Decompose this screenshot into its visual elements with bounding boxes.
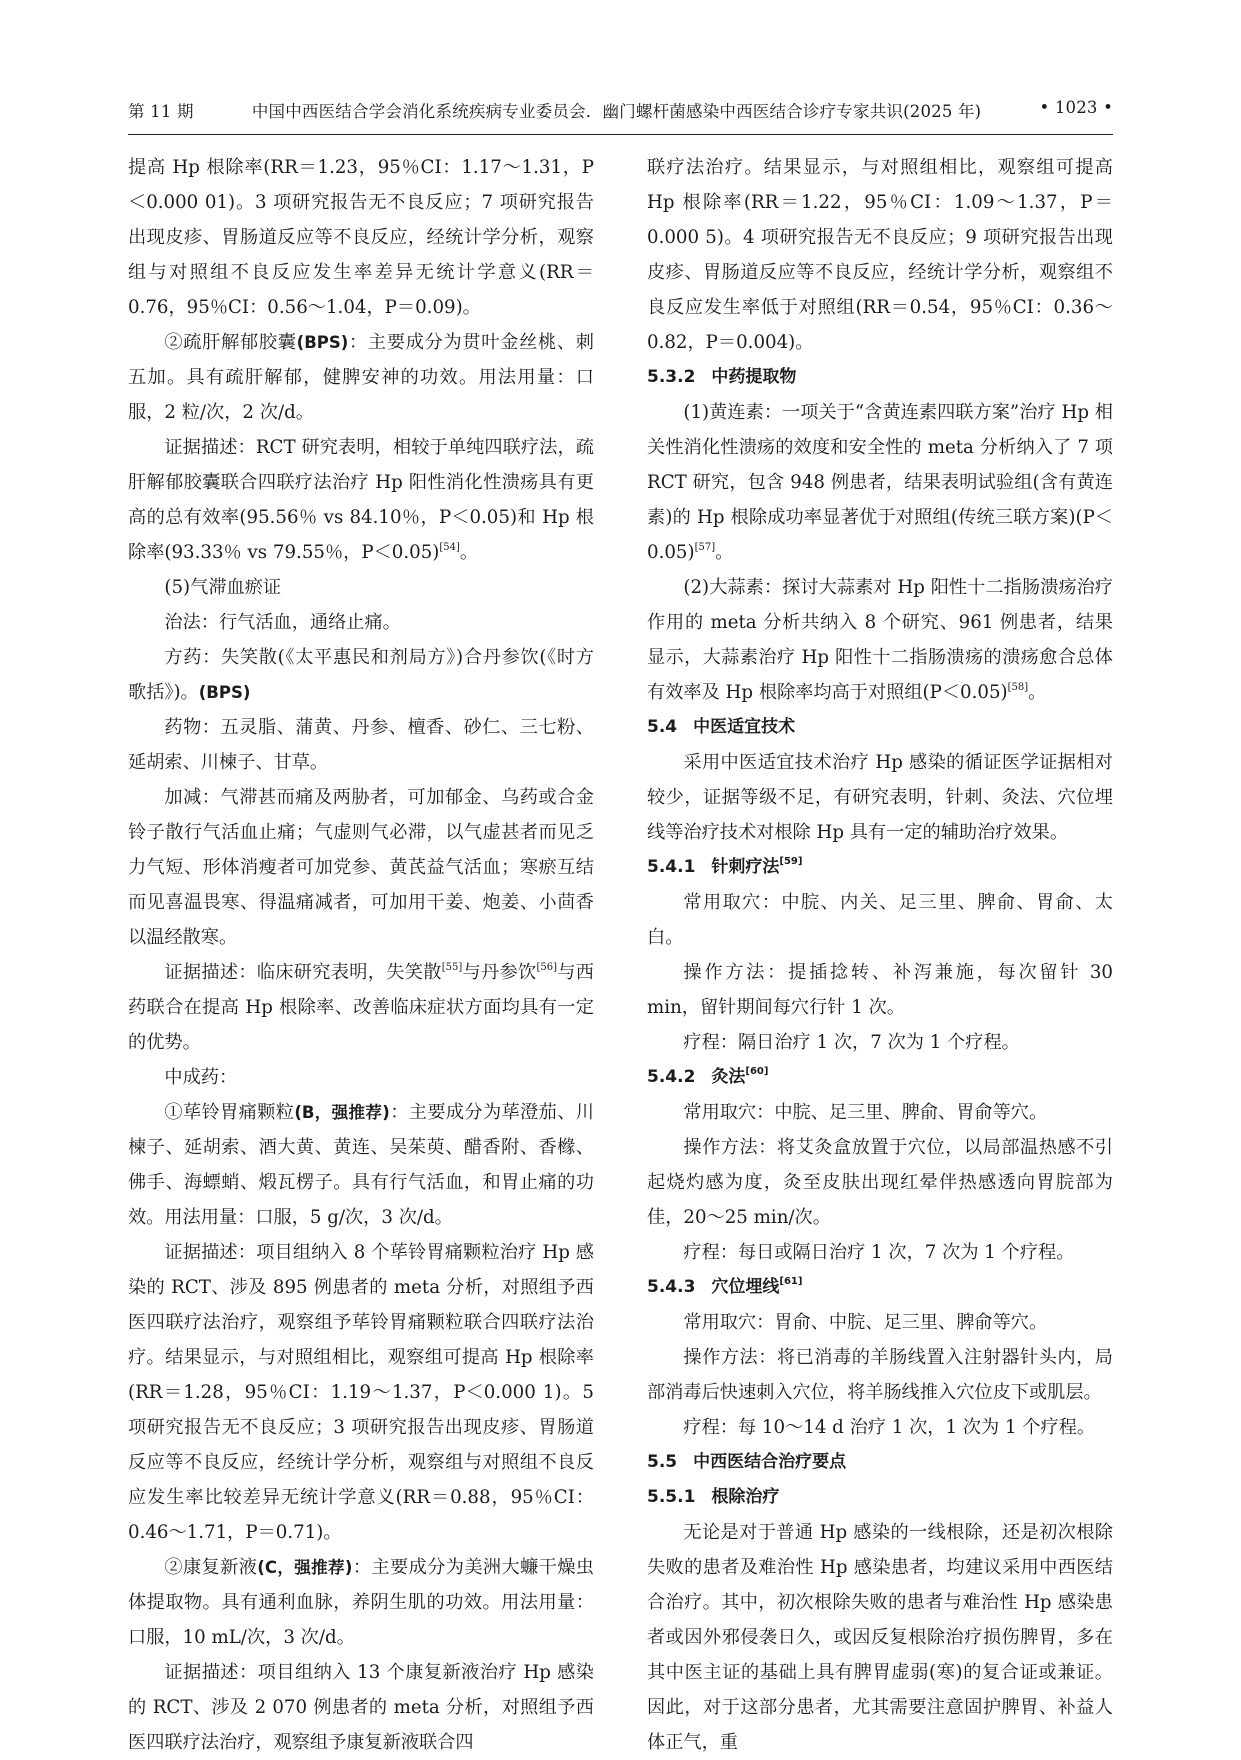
paragraph: 无论是对于普通 Hp 感染的一线根除，还是初次根除失败的患者及难治性 Hp 感染患者，均建议采用中西医结合治疗。其中，初次根除失败的患者与难治性 Hp 感染患者或因外邪侵袭日久，或因反复根除治疗损伤脾胃，多在其中医主证的基础上具有脾胃虚弱(寒)的复合证或兼证。因此，对于这部分患者，尤其需要注意固护脾胃、补益人体正气，重 [647,1522,1113,1753]
citation: [59] [779,856,803,867]
paragraph: 操作方法：提插捻转、补泻兼施，每次留针 30 min，留针期间每穴行针 1 次。 [647,962,1113,1018]
running-header [128,98,1113,122]
paragraph: 加减：气滞甚而痛及两胁者，可加郁金、乌药或合金铃子散行气活血止痛；气虚则气必滞，以气虚甚者而见乏力气短、形体消瘦者可加党参、黄芪益气活血；寒瘀互结而见喜温畏寒、得温痛减者，可加用干姜、炮姜、小茴香以温经散寒。 [128,787,594,948]
right-column [647,150,1113,1760]
evidence-grade: (BPS) [296,333,349,352]
paragraph: 证据描述：项目组纳入 13 个康复新液治疗 Hp 感染的 RCT、涉及 2 070 例患者的 meta 分析，对照组予西医四联疗法治疗，观察组予康复新液联合四 [128,1662,594,1753]
paragraph: ②疏肝解郁胶囊(BPS)：主要成分为贯叶金丝桃、刺五加。具有疏肝解郁，健脾安神的功效。用法用量：口服，2 粒/次，2 次/d。 [128,332,594,423]
paragraph: 操作方法：将已消毒的羊肠线置入注射器针头内，局部消毒后快速刺入穴位，将羊肠线推入穴位皮下或肌层。 [647,1347,1113,1403]
citation: [61] [779,1276,803,1287]
citation: [58] [1007,682,1029,693]
section-heading: 5.3.2 中药提取物 [647,367,797,387]
page-number: • 1023 • [1039,98,1113,117]
citation: [55] [441,962,463,973]
section-heading: 5.4.1 针刺疗法[59] [647,856,803,877]
paragraph: 证据描述：RCT 研究表明，相较于单纯四联疗法，疏肝解郁胶囊联合四联疗法治疗 Hp 阳性消化性溃疡具有更高的总有效率(95.56％ vs 84.10％，P＜0.05)和 Hp 根除率(93.33％ vs 79.55％，P＜0.05)[54]。 [128,437,594,563]
paragraph: 药物：五灵脂、蒲黄、丹参、檀香、砂仁、三七粉、延胡索、川楝子、甘草。 [128,717,594,773]
paragraph: 疗程：每 10～14 d 治疗 1 次，1 次为 1 个疗程。 [683,1417,1096,1438]
citation: [57] [694,542,716,553]
paragraph: 治法：行气活血，通络止痛。 [164,612,401,633]
evidence-grade: (C，强推荐) [257,1558,353,1577]
section-heading: 5.4.3 穴位埋线[61] [647,1276,803,1297]
paragraph: 联疗法治疗。结果显示，与对照组相比，观察组可提高 Hp 根除率(RR＝1.22，95％CI：1.09～1.37，P＝0.000 5)。4 项研究报告无不良反应；9 项研究报告出现皮疹、胃肠道反应等不良反应，经统计学分析，观察组不良反应发生率低于对照组(RR＝0.54，95％CI：0.36～0.82，P＝0.004)。 [647,157,1113,353]
paragraph: 疗程：隔日治疗 1 次，7 次为 1 个疗程。 [683,1032,1020,1053]
paragraph: (1)黄连素：一项关于“含黄连素四联方案”治疗 Hp 相关性消化性溃疡的效度和安全性的 meta 分析纳入了 7 项 RCT 研究，包含 948 例患者，结果表明试验组(含有黄连素)的 Hp 根除成功率显著优于对照组(传统三联方案)(P＜0.05)[57]。 [647,402,1113,563]
paragraph: ①荜铃胃痛颗粒(B，强推荐)：主要成分为荜澄茄、川楝子、延胡索、酒大黄、黄连、吴茱萸、醋香附、香橼、佛手、海螵蛸、煅瓦楞子。具有行气活血，和胃止痛的功效。用法用量：口服，5 g/次，3 次/d。 [128,1102,594,1228]
running-title: 中国中西医结合学会消化系统疾病专业委员会．幽门螺杆菌感染中西医结合诊疗专家共识(2025 年) [251,102,982,121]
paragraph: 操作方法：将艾灸盒放置于穴位，以局部温热感不引起烧灼感为度，灸至皮肤出现红晕伴热感透向胃脘部为佳，20～25 min/次。 [647,1137,1113,1228]
evidence-grade: (BPS) [198,683,251,702]
paragraph: 常用取穴：中脘、内关、足三里、脾俞、胃俞、太白。 [647,892,1113,948]
paragraph: (2)大蒜素：探讨大蒜素对 Hp 阳性十二指肠溃疡治疗作用的 meta 分析共纳入 8 个研究、961 例患者，结果显示，大蒜素治疗 Hp 阳性十二指肠溃疡的溃疡愈合总体有效率及 Hp 根除率均高于对照组(P＜0.05)[58]。 [647,577,1113,703]
paragraph: 方药：失笑散(《太平惠民和剂局方》)合丹参饮(《时方歌括》)。(BPS) [128,647,594,703]
section-heading: 5.4 中医适宜技术 [647,717,796,737]
citation: [60] [745,1066,769,1077]
paragraph: 常用取穴：中脘、足三里、脾俞、胃俞等穴。 [683,1102,1048,1123]
section-heading: 5.5 中西医结合治疗要点 [647,1452,847,1472]
paragraph: 证据描述：临床研究表明，失笑散[55]与丹参饮[56]与西药联合在提高 Hp 根除率、改善临床症状方面均具有一定的优势。 [128,962,594,1053]
paragraph: 提高 Hp 根除率(RR＝1.23，95％CI：1.17～1.31，P＜0.000 01)。3 项研究报告无不良反应；7 项研究报告出现皮疹、胃肠道反应等不良反应，经统计学分析，观察组与对照组不良反应发生率差异无统计学意义(RR＝0.76，95％CI：0.56～1.04，P＝0.09)。 [128,157,594,318]
citation: [54] [439,542,460,553]
left-column [128,150,594,1760]
issue-number: 第 11 期 [128,102,194,121]
evidence-grade: (B，强推荐) [294,1103,390,1122]
section-heading: 5.5.1 根除治疗 [647,1487,780,1507]
paragraph: 疗程：每日或隔日治疗 1 次，7 次为 1 个疗程。 [683,1242,1075,1263]
section-heading: 5.4.2 灸法[60] [647,1066,769,1087]
citation: [56] [536,962,557,973]
header-rule [128,134,1113,135]
paragraph: (5)气滞血瘀证 [164,577,282,598]
paragraph: 常用取穴：胃俞、中脘、足三里、脾俞等穴。 [683,1312,1048,1333]
paragraph: 证据描述：项目组纳入 8 个荜铃胃痛颗粒治疗 Hp 感染的 RCT、涉及 895 例患者的 meta 分析，对照组予西医四联疗法治疗，观察组予荜铃胃痛颗粒联合四联疗法治疗。结果显示，与对照组相比，观察组可提高 Hp 根除率(RR＝1.28，95％CI：1.19～1.37，P＜0.000 1)。5 项研究报告无不良反应；3 项研究报告出现皮疹、胃肠道反应等不良反应，经统计学分析，观察组与对照组不良反应发生率比较差异无统计学意义(RR＝0.88，95％CI：0.46～1.71，P＝0.71)。 [128,1242,594,1543]
paragraph: 中成药： [164,1067,238,1088]
paragraph: 采用中医适宜技术治疗 Hp 感染的循证医学证据相对较少，证据等级不足，有研究表明，针刺、灸法、穴位埋线等治疗技术对根除 Hp 具有一定的辅助治疗效果。 [647,752,1113,843]
paragraph: ②康复新液(C，强推荐)：主要成分为美洲大蠊干燥虫体提取物。具有通利血脉，养阴生肌的功效。用法用量：口服，10 mL/次，3 次/d。 [128,1557,594,1648]
